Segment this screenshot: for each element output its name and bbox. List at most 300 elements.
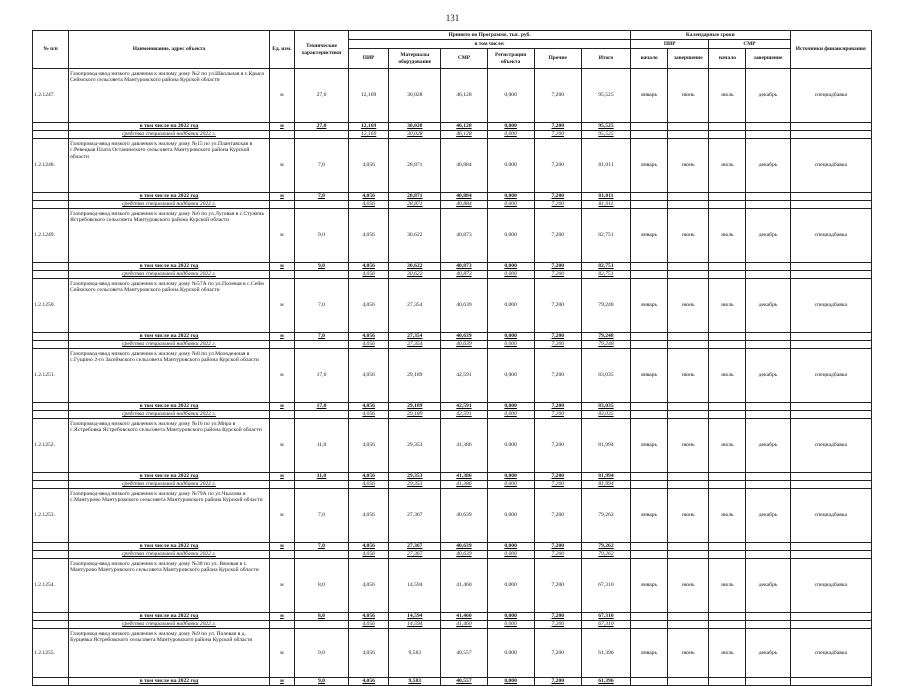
special-fund-label: средства специальной надбавки 2022 г. [69, 201, 270, 209]
special-fund-row [33, 411, 872, 419]
pir-cell: 4,056 [349, 411, 389, 419]
smr-cell: 40,873 [441, 263, 487, 271]
smr-cell: 40,639 [441, 551, 487, 559]
smr-cell: 40,639 [441, 333, 487, 341]
unit-cell: м [269, 613, 294, 621]
tech-cell: 8,0 [294, 613, 348, 621]
page-number: 131 [445, 13, 460, 23]
header-tech: Технические характеристики [294, 31, 348, 69]
row-number: 1.2.1254. [33, 559, 69, 613]
row-number: 1.2.1250. [33, 279, 69, 333]
other-cell: 7,200 [534, 279, 581, 333]
materials-cell: 27,354 [389, 333, 441, 341]
header-source: Источники финансирования [790, 31, 871, 69]
empty-cell [631, 123, 668, 131]
pir-end-cell: июнь [668, 209, 709, 263]
unit-cell: м [269, 419, 294, 473]
empty-cell [668, 131, 709, 139]
total-cell: 79,262 [581, 543, 630, 551]
total-cell: 81,011 [581, 201, 630, 209]
pir-cell: 4,056 [349, 209, 389, 263]
total-cell: 79,262 [581, 489, 630, 543]
pir-cell: 4,056 [349, 333, 389, 341]
empty-cell [668, 193, 709, 201]
total-cell: 81,011 [581, 193, 630, 201]
year-total-row [33, 333, 872, 341]
year-total-row [33, 403, 872, 411]
header-total: Итого [581, 49, 630, 69]
special-fund-label: средства специальной надбавки 2022 г. [69, 411, 270, 419]
other-cell: 7,200 [534, 341, 581, 349]
total-cell: 95,525 [581, 123, 630, 131]
total-cell: 61,396 [581, 629, 630, 678]
empty-cell [631, 621, 668, 629]
header-incl: в том числе: [349, 40, 631, 49]
empty-cell [269, 621, 294, 629]
empty-cell [294, 481, 348, 489]
header-cal-pir: ПИР [631, 40, 709, 49]
empty-cell [746, 201, 790, 209]
other-cell: 7,200 [534, 489, 581, 543]
smr-cell: 41,460 [441, 613, 487, 621]
pir-cell: 4,056 [349, 621, 389, 629]
pir-start-cell: январь [631, 349, 668, 403]
empty-cell [790, 193, 871, 201]
smr-cell: 40,639 [441, 279, 487, 333]
empty-cell [33, 123, 69, 131]
empty-cell [709, 193, 746, 201]
empty-cell [746, 403, 790, 411]
registration-cell: 0,000 [487, 481, 534, 489]
smr-cell: 41,460 [441, 621, 487, 629]
other-cell: 7,200 [534, 403, 581, 411]
empty-cell [790, 333, 871, 341]
source-cell: спецнадбавка [790, 629, 871, 678]
tech-cell: 7,0 [294, 543, 348, 551]
smr-cell: 41,386 [441, 473, 487, 481]
empty-cell [709, 551, 746, 559]
pir-start-cell: январь [631, 209, 668, 263]
empty-cell [631, 341, 668, 349]
object-row [33, 209, 872, 263]
registration-cell: 0,000 [487, 411, 534, 419]
empty-cell [631, 403, 668, 411]
unit-cell: м [269, 543, 294, 551]
empty-cell [790, 613, 871, 621]
special-fund-label: средства специальной надбавки 2022 г. [69, 621, 270, 629]
materials-cell: 29,189 [389, 411, 441, 419]
pir-cell: 4,056 [349, 559, 389, 613]
tech-cell: 7,0 [294, 333, 348, 341]
special-fund-row [33, 201, 872, 209]
empty-cell [33, 271, 69, 279]
registration-cell: 0,000 [487, 201, 534, 209]
unit-cell: м [269, 209, 294, 263]
header-smr: СМР [441, 49, 487, 69]
empty-cell [709, 411, 746, 419]
empty-cell [668, 543, 709, 551]
empty-cell [668, 678, 709, 686]
empty-cell [790, 473, 871, 481]
materials-cell: 28,871 [389, 139, 441, 193]
unit-cell: м [269, 559, 294, 613]
unit-cell: м [269, 629, 294, 678]
registration-cell: 0,000 [487, 473, 534, 481]
empty-cell [709, 613, 746, 621]
empty-cell [294, 131, 348, 139]
registration-cell: 0,000 [487, 271, 534, 279]
source-cell: спецнадбавка [790, 559, 871, 613]
unit-cell: м [269, 473, 294, 481]
empty-cell [709, 131, 746, 139]
registration-cell: 0,000 [487, 349, 534, 403]
empty-cell [269, 201, 294, 209]
smr-cell: 40,639 [441, 489, 487, 543]
header-name: Наименование, адрес объекта [69, 31, 270, 69]
unit-cell: м [269, 349, 294, 403]
year-total-row [33, 263, 872, 271]
empty-cell [709, 333, 746, 341]
materials-cell: 29,353 [389, 419, 441, 473]
smr-cell: 40,884 [441, 201, 487, 209]
total-cell: 81,994 [581, 473, 630, 481]
unit-cell: м [269, 678, 294, 686]
unit-cell: м [269, 403, 294, 411]
pir-end-cell: июнь [668, 139, 709, 193]
pir-cell: 12,169 [349, 123, 389, 131]
smr-cell: 40,557 [441, 629, 487, 678]
empty-cell [33, 481, 69, 489]
other-cell: 7,200 [534, 193, 581, 201]
unit-cell: м [269, 123, 294, 131]
pir-cell: 4,056 [349, 349, 389, 403]
source-cell: спецнадбавка [790, 349, 871, 403]
pir-start-cell: январь [631, 489, 668, 543]
unit-cell: м [269, 263, 294, 271]
source-cell: спецнадбавка [790, 489, 871, 543]
year-total-label: в том числе на 2022 год [69, 193, 270, 201]
empty-cell [33, 341, 69, 349]
empty-cell [33, 613, 69, 621]
materials-cell: 29,353 [389, 481, 441, 489]
header-other: Прочие [534, 49, 581, 69]
empty-cell [709, 341, 746, 349]
object-row [33, 349, 872, 403]
object-name: Газопровод-ввод низкого давления к жилому дому №8 по ул.Молодежная в с.Гущино 2-го Засеймского сельсовета Мантуровского района Курской области [69, 349, 270, 403]
header-pir-end: завершение [668, 49, 709, 69]
smr-cell: 40,639 [441, 543, 487, 551]
unit-cell: м [269, 279, 294, 333]
empty-cell [33, 193, 69, 201]
empty-cell [709, 201, 746, 209]
total-cell: 61,396 [581, 678, 630, 686]
object-row [33, 559, 872, 613]
registration-cell: 0,000 [487, 543, 534, 551]
smr-cell: 46,128 [441, 123, 487, 131]
total-cell: 83,035 [581, 349, 630, 403]
registration-cell: 0,000 [487, 341, 534, 349]
header-cal-smr: СМР [709, 40, 790, 49]
source-cell: спецнадбавка [790, 139, 871, 193]
empty-cell [33, 131, 69, 139]
other-cell: 7,200 [534, 271, 581, 279]
pir-end-cell: июнь [668, 69, 709, 123]
empty-cell [631, 271, 668, 279]
object-name: Газопровод-ввод низкого давления к жилому дому №57А по ул.Полевая в с.Сейм Сеймского сельсовета Мантуровского района Курской области [69, 279, 270, 333]
empty-cell [33, 621, 69, 629]
empty-cell [33, 403, 69, 411]
special-fund-row [33, 621, 872, 629]
smr-start-cell: июль [709, 559, 746, 613]
tech-cell: 11,0 [294, 473, 348, 481]
pir-start-cell: январь [631, 69, 668, 123]
other-cell: 7,200 [534, 123, 581, 131]
empty-cell [668, 621, 709, 629]
pir-cell: 4,056 [349, 403, 389, 411]
special-fund-label: средства специальной надбавки 2022 г. [69, 481, 270, 489]
other-cell: 7,200 [534, 411, 581, 419]
empty-cell [790, 123, 871, 131]
special-fund-label: средства специальной надбавки 2022 г. [69, 271, 270, 279]
registration-cell: 0,000 [487, 123, 534, 131]
empty-cell [790, 621, 871, 629]
other-cell: 7,200 [534, 551, 581, 559]
pir-cell: 4,056 [349, 263, 389, 271]
other-cell: 7,200 [534, 419, 581, 473]
year-total-row [33, 613, 872, 621]
other-cell: 7,200 [534, 621, 581, 629]
empty-cell [746, 271, 790, 279]
materials-cell: 29,189 [389, 403, 441, 411]
pir-cell: 4,056 [349, 341, 389, 349]
materials-cell: 28,871 [389, 193, 441, 201]
pir-cell: 4,056 [349, 139, 389, 193]
registration-cell: 0,000 [487, 613, 534, 621]
year-total-label: в том числе на 2022 год [69, 403, 270, 411]
empty-cell [668, 473, 709, 481]
materials-cell: 28,871 [389, 201, 441, 209]
year-total-row [33, 193, 872, 201]
row-number: 1.2.1253. [33, 489, 69, 543]
materials-cell: 14,594 [389, 621, 441, 629]
empty-cell [746, 551, 790, 559]
smr-end-cell: декабрь [746, 69, 790, 123]
registration-cell: 0,000 [487, 139, 534, 193]
empty-cell [709, 263, 746, 271]
empty-cell [294, 411, 348, 419]
smr-cell: 42,591 [441, 411, 487, 419]
materials-cell: 30,028 [389, 131, 441, 139]
other-cell: 7,200 [534, 263, 581, 271]
unit-cell: м [269, 489, 294, 543]
tech-cell: 9,0 [294, 629, 348, 678]
empty-cell [294, 341, 348, 349]
empty-cell [631, 543, 668, 551]
pir-start-cell: январь [631, 559, 668, 613]
object-name: Газопровод-ввод низкого давления к жилому дому №6 по ул.Луговая в с.Стужень Ястребовского сельсовета Мантуровского района Курской области [69, 209, 270, 263]
table-body [33, 69, 872, 686]
registration-cell: 0,000 [487, 551, 534, 559]
special-fund-label: средства специальной надбавки 2022 г. [69, 131, 270, 139]
empty-cell [746, 621, 790, 629]
empty-cell [631, 411, 668, 419]
empty-cell [790, 271, 871, 279]
registration-cell: 0,000 [487, 69, 534, 123]
other-cell: 7,200 [534, 69, 581, 123]
year-total-label: в том числе на 2022 год [69, 473, 270, 481]
empty-cell [790, 481, 871, 489]
empty-cell [709, 678, 746, 686]
header-calendar: Календарные сроки [631, 31, 791, 40]
pir-cell: 4,056 [349, 473, 389, 481]
year-total-label: в том числе на 2022 год [69, 263, 270, 271]
smr-start-cell: июль [709, 69, 746, 123]
object-row [33, 279, 872, 333]
other-cell: 7,200 [534, 613, 581, 621]
tech-cell: 9,0 [294, 209, 348, 263]
total-cell: 82,751 [581, 263, 630, 271]
empty-cell [790, 403, 871, 411]
source-cell: спецнадбавка [790, 209, 871, 263]
pir-cell: 12,169 [349, 69, 389, 123]
source-cell: спецнадбавка [790, 419, 871, 473]
object-row [33, 69, 872, 123]
empty-cell [33, 263, 69, 271]
tech-cell: 7,0 [294, 139, 348, 193]
total-cell: 82,751 [581, 271, 630, 279]
empty-cell [668, 263, 709, 271]
tech-cell: 7,0 [294, 193, 348, 201]
smr-cell: 40,639 [441, 341, 487, 349]
smr-end-cell: декабрь [746, 559, 790, 613]
smr-cell: 41,386 [441, 481, 487, 489]
table-header [33, 31, 872, 69]
materials-cell: 27,367 [389, 489, 441, 543]
empty-cell [631, 481, 668, 489]
empty-cell [746, 123, 790, 131]
object-name: Газопровод-ввод низкого давления к жилому дому №9 по ул. Полевая в д. Бурцевка Ястребовского сельсовета Мантуровского района Курской области [69, 629, 270, 678]
registration-cell: 0,000 [487, 209, 534, 263]
empty-cell [790, 131, 871, 139]
total-cell: 83,035 [581, 403, 630, 411]
object-name: Газопровод-ввод низкого давления к жилому дому №15 по ул.Плантавская в с.Ревецкая Плата Останинского сельсовета Мантуровского района Курской области [69, 139, 270, 193]
empty-cell [668, 333, 709, 341]
pir-cell: 4,056 [349, 629, 389, 678]
pir-cell: 12,169 [349, 131, 389, 139]
registration-cell: 0,000 [487, 559, 534, 613]
registration-cell: 0,000 [487, 419, 534, 473]
empty-cell [269, 341, 294, 349]
registration-cell: 0,000 [487, 678, 534, 686]
empty-cell [746, 473, 790, 481]
materials-cell: 27,367 [389, 551, 441, 559]
other-cell: 7,200 [534, 481, 581, 489]
empty-cell [668, 411, 709, 419]
tech-cell: 8,0 [294, 559, 348, 613]
total-cell: 81,011 [581, 139, 630, 193]
pir-cell: 4,056 [349, 613, 389, 621]
other-cell: 7,200 [534, 333, 581, 341]
empty-cell [746, 543, 790, 551]
smr-cell: 40,873 [441, 271, 487, 279]
other-cell: 7,200 [534, 629, 581, 678]
header-unit: Ед. изм. [269, 31, 294, 69]
empty-cell [294, 201, 348, 209]
object-name: Газопровод-ввод низкого давления к жилому дому №38 по ул. Вязовая в с. Мантурово Мантуровского сельсовета Мантуровского района Курской области [69, 559, 270, 613]
smr-start-cell: июль [709, 139, 746, 193]
pir-cell: 4,056 [349, 551, 389, 559]
year-total-label: в том числе на 2022 год [69, 678, 270, 686]
total-cell: 81,994 [581, 481, 630, 489]
materials-cell: 27,354 [389, 279, 441, 333]
other-cell: 7,200 [534, 131, 581, 139]
object-name: Газопровод-ввод низкого давления к жилому дому №2 по ул.Школьная в с.Крысо Сеймского сельсовета Мантуровского района Курской области [69, 69, 270, 123]
smr-end-cell: декабрь [746, 349, 790, 403]
pir-end-cell: июнь [668, 279, 709, 333]
year-total-label: в том числе на 2022 год [69, 123, 270, 131]
empty-cell [709, 473, 746, 481]
special-fund-label: средства специальной надбавки 2022 г. [69, 341, 270, 349]
registration-cell: 0,000 [487, 193, 534, 201]
empty-cell [269, 271, 294, 279]
pir-cell: 4,056 [349, 419, 389, 473]
empty-cell [631, 263, 668, 271]
program-table [32, 30, 872, 686]
pir-end-cell: июнь [668, 349, 709, 403]
materials-cell: 27,354 [389, 341, 441, 349]
empty-cell [33, 678, 69, 686]
empty-cell [33, 201, 69, 209]
empty-cell [631, 678, 668, 686]
empty-cell [709, 271, 746, 279]
empty-cell [269, 131, 294, 139]
smr-cell: 46,128 [441, 131, 487, 139]
pir-cell: 4,056 [349, 193, 389, 201]
header-pir-start: начало [631, 49, 668, 69]
header-smr-start: начало [709, 49, 746, 69]
other-cell: 7,200 [534, 543, 581, 551]
empty-cell [668, 481, 709, 489]
empty-cell [668, 403, 709, 411]
empty-cell [790, 678, 871, 686]
registration-cell: 0,000 [487, 621, 534, 629]
empty-cell [746, 333, 790, 341]
total-cell: 67,310 [581, 621, 630, 629]
total-cell: 79,248 [581, 279, 630, 333]
tech-cell: 9,0 [294, 263, 348, 271]
pir-cell: 4,056 [349, 489, 389, 543]
pir-start-cell: январь [631, 279, 668, 333]
total-cell: 79,248 [581, 341, 630, 349]
total-cell: 79,262 [581, 551, 630, 559]
empty-cell [746, 678, 790, 686]
registration-cell: 0,000 [487, 403, 534, 411]
other-cell: 7,200 [534, 349, 581, 403]
pir-cell: 4,056 [349, 678, 389, 686]
smr-start-cell: июль [709, 279, 746, 333]
special-fund-row [33, 341, 872, 349]
materials-cell: 30,028 [389, 69, 441, 123]
empty-cell [746, 263, 790, 271]
registration-cell: 0,000 [487, 279, 534, 333]
total-cell: 83,035 [581, 411, 630, 419]
empty-cell [668, 341, 709, 349]
empty-cell [709, 481, 746, 489]
pir-start-cell: январь [631, 139, 668, 193]
special-fund-row [33, 131, 872, 139]
special-fund-row [33, 551, 872, 559]
header-program: Принято по Программе, тыс. руб. [349, 31, 631, 40]
